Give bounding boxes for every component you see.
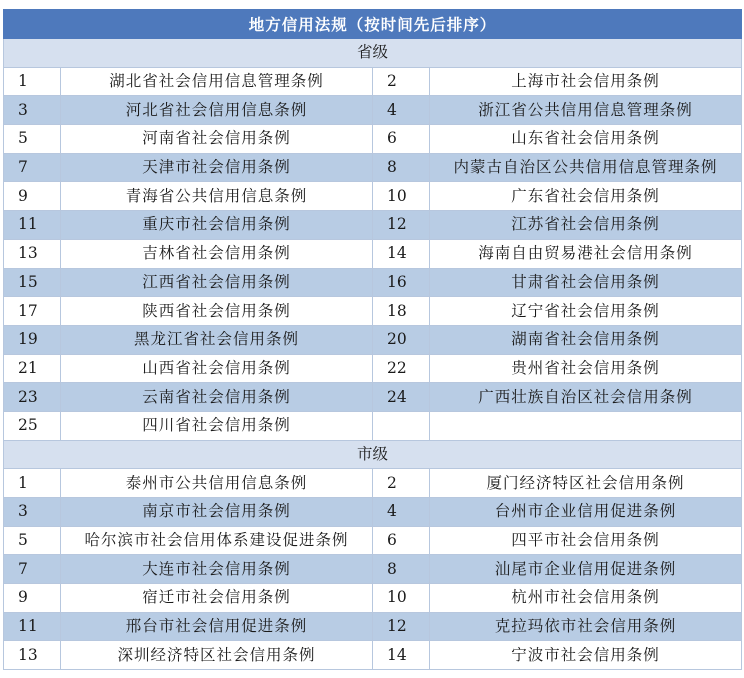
row-number: 4 <box>373 96 430 125</box>
table-row <box>4 383 742 412</box>
row-number: 6 <box>373 526 430 555</box>
regulation-name: 辽宁省社会信用条例 <box>430 297 742 326</box>
table-row <box>4 67 742 96</box>
regulation-name: 泰州市公共信用信息条例 <box>61 469 373 498</box>
row-number: 19 <box>4 325 61 354</box>
regulation-name: 山西省社会信用条例 <box>61 354 373 383</box>
table-row <box>4 498 742 527</box>
regulation-name: 天津市社会信用条例 <box>61 153 373 182</box>
row-number: 2 <box>373 67 430 96</box>
section-label: 市级 <box>4 440 742 469</box>
regulation-name: 四川省社会信用条例 <box>61 411 373 440</box>
table-row <box>4 584 742 613</box>
regulation-name: 浙江省公共信用信息管理条例 <box>430 96 742 125</box>
table-row <box>4 354 742 383</box>
row-number: 11 <box>4 211 61 240</box>
regulation-name: 海南自由贸易港社会信用条例 <box>430 239 742 268</box>
row-number: 13 <box>4 641 61 670</box>
row-number: 13 <box>4 239 61 268</box>
regulation-name: 四平市社会信用条例 <box>430 526 742 555</box>
regulation-name: 上海市社会信用条例 <box>430 67 742 96</box>
regulation-name: 重庆市社会信用条例 <box>61 211 373 240</box>
row-number: 12 <box>373 612 430 641</box>
table-row <box>4 153 742 182</box>
regulation-name: 湖北省社会信用信息管理条例 <box>61 67 373 96</box>
regulation-name: 青海省公共信用信息条例 <box>61 182 373 211</box>
regulation-name: 云南省社会信用条例 <box>61 383 373 412</box>
regulation-name: 山东省社会信用条例 <box>430 125 742 154</box>
regulation-name: 厦门经济特区社会信用条例 <box>430 469 742 498</box>
regulation-name: 广西壮族自治区社会信用条例 <box>430 383 742 412</box>
regulation-name: 黑龙江省社会信用条例 <box>61 325 373 354</box>
section-header-row <box>4 39 742 68</box>
row-number: 11 <box>4 612 61 641</box>
regulation-name: 吉林省社会信用条例 <box>61 239 373 268</box>
table-row <box>4 411 742 440</box>
regulation-name: 湖南省社会信用条例 <box>430 325 742 354</box>
regulation-name: 克拉玛依市社会信用条例 <box>430 612 742 641</box>
row-number: 16 <box>373 268 430 297</box>
regulations-table-body <box>4 10 742 670</box>
row-number: 25 <box>4 411 61 440</box>
row-number: 14 <box>373 239 430 268</box>
table-row <box>4 555 742 584</box>
regulation-name: 邢台市社会信用促进条例 <box>61 612 373 641</box>
regulation-name: 广东省社会信用条例 <box>430 182 742 211</box>
regulations-table-container <box>3 9 741 670</box>
regulation-name: 河南省社会信用条例 <box>61 125 373 154</box>
regulation-name: 江苏省社会信用条例 <box>430 211 742 240</box>
table-row <box>4 239 742 268</box>
row-number: 8 <box>373 153 430 182</box>
table-row <box>4 182 742 211</box>
row-number: 9 <box>4 182 61 211</box>
row-number: 17 <box>4 297 61 326</box>
row-number: 1 <box>4 469 61 498</box>
regulation-name: 陕西省社会信用条例 <box>61 297 373 326</box>
table-row <box>4 297 742 326</box>
row-number: 18 <box>373 297 430 326</box>
regulation-name: 宿迁市社会信用条例 <box>61 584 373 613</box>
regulation-name: 内蒙古自治区公共信用信息管理条例 <box>430 153 742 182</box>
row-number: 14 <box>373 641 430 670</box>
row-number: 1 <box>4 67 61 96</box>
table-row <box>4 641 742 670</box>
section-label: 省级 <box>4 39 742 68</box>
row-number: 20 <box>373 325 430 354</box>
table-row <box>4 469 742 498</box>
regulation-name: 台州市企业信用促进条例 <box>430 498 742 527</box>
row-number: 9 <box>4 584 61 613</box>
regulation-name: 宁波市社会信用条例 <box>430 641 742 670</box>
regulation-name: 杭州市社会信用条例 <box>430 584 742 613</box>
row-number: 8 <box>373 555 430 584</box>
row-number: 7 <box>4 153 61 182</box>
table-row <box>4 325 742 354</box>
table-row <box>4 526 742 555</box>
regulation-name: 河北省社会信用信息条例 <box>61 96 373 125</box>
row-number: 10 <box>373 182 430 211</box>
regulation-name: 汕尾市企业信用促进条例 <box>430 555 742 584</box>
regulation-name: 南京市社会信用条例 <box>61 498 373 527</box>
row-number: 6 <box>373 125 430 154</box>
regulation-name: 贵州省社会信用条例 <box>430 354 742 383</box>
row-number: 5 <box>4 125 61 154</box>
row-number: 15 <box>4 268 61 297</box>
row-number: 22 <box>373 354 430 383</box>
regulation-name: 甘肃省社会信用条例 <box>430 268 742 297</box>
row-number: 4 <box>373 498 430 527</box>
regulation-name: 哈尔滨市社会信用体系建设促进条例 <box>61 526 373 555</box>
row-number: 23 <box>4 383 61 412</box>
row-number: 21 <box>4 354 61 383</box>
regulation-name: 大连市社会信用条例 <box>61 555 373 584</box>
row-number: 3 <box>4 498 61 527</box>
table-title-row <box>4 10 742 39</box>
table-row <box>4 96 742 125</box>
row-number: 12 <box>373 211 430 240</box>
row-number <box>373 411 430 440</box>
regulation-name: 深圳经济特区社会信用条例 <box>61 641 373 670</box>
regulation-name <box>430 411 742 440</box>
row-number: 5 <box>4 526 61 555</box>
table-row <box>4 211 742 240</box>
row-number: 3 <box>4 96 61 125</box>
table-row <box>4 612 742 641</box>
row-number: 24 <box>373 383 430 412</box>
table-row <box>4 268 742 297</box>
table-title: 地方信用法规（按时间先后排序） <box>4 10 742 39</box>
table-row <box>4 125 742 154</box>
row-number: 2 <box>373 469 430 498</box>
section-header-row <box>4 440 742 469</box>
regulations-table <box>3 9 742 670</box>
row-number: 7 <box>4 555 61 584</box>
regulation-name: 江西省社会信用条例 <box>61 268 373 297</box>
row-number: 10 <box>373 584 430 613</box>
